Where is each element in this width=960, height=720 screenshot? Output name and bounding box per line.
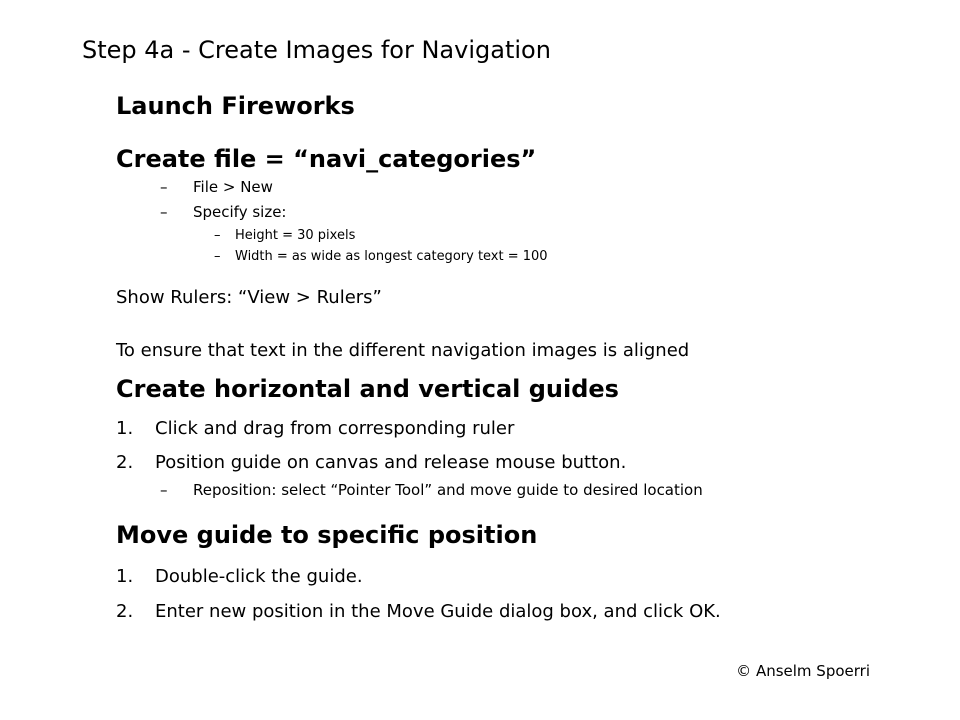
list-item-text: Width = as wide as longest category text = 100 xyxy=(235,249,548,264)
heading-move-guide: Move guide to specific position xyxy=(116,521,538,549)
list-number: 1. xyxy=(116,566,134,587)
list-item-text: Double-click the guide. xyxy=(155,566,363,587)
list-item-text: Specify size: xyxy=(193,203,287,221)
list-number: 1. xyxy=(116,418,134,439)
copyright-footer: © Anselm Spoerri xyxy=(736,662,870,680)
heading-launch-fireworks: Launch Fireworks xyxy=(116,92,355,120)
heading-create-file: Create file = “navi_categories” xyxy=(116,145,537,173)
heading-create-guides: Create horizontal and vertical guides xyxy=(116,375,619,403)
list-item-text: Height = 30 pixels xyxy=(235,228,356,243)
bullet-dash: – xyxy=(160,203,168,221)
list-item-text: Enter new position in the Move Guide dialog box, and click OK. xyxy=(155,601,721,622)
reposition-text: Reposition: select “Pointer Tool” and move guide to desired location xyxy=(193,481,703,499)
ensure-aligned-text: To ensure that text in the different navigation images is aligned xyxy=(116,340,690,361)
bullet-dash: – xyxy=(214,228,221,243)
bullet-dash: – xyxy=(160,481,168,499)
list-number: 2. xyxy=(116,452,134,473)
bullet-dash: – xyxy=(160,178,168,196)
list-item-text: Position guide on canvas and release mouse button. xyxy=(155,452,627,473)
list-number: 2. xyxy=(116,601,134,622)
bullet-dash: – xyxy=(214,249,221,264)
list-item-text: Click and drag from corresponding ruler xyxy=(155,418,515,439)
show-rulers-text: Show Rulers: “View > Rulers” xyxy=(116,287,382,308)
list-item-text: File > New xyxy=(193,178,273,196)
slide-title: Step 4a - Create Images for Navigation xyxy=(82,36,551,64)
